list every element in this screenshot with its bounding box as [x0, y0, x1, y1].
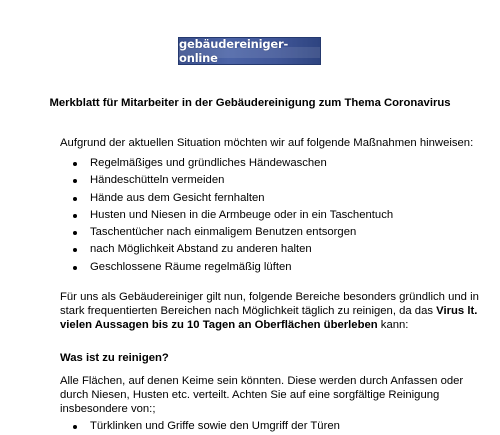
list-item: nach Möglichkeit Abstand zu anderen halten — [72, 241, 393, 258]
logo — [178, 37, 321, 65]
list-item: Geschlossene Räume regelmäßig lüften — [72, 259, 393, 276]
clean-items-list — [72, 418, 340, 435]
measures-list — [72, 155, 393, 276]
paragraph-line: Für uns als Gebäudereiniger gilt nun, folgende Bereiche besonders gründlich und in — [60, 291, 479, 303]
list-item: Händeschütteln vermeiden — [72, 172, 393, 189]
paragraph-bold-text: Virus lt. — [436, 305, 478, 317]
paragraph-line: insbesondere von:; — [60, 403, 156, 415]
list-item: Regelmäßiges und gründliches Händewaschen — [72, 155, 393, 172]
paragraph-line: Alle Flächen, auf denen Keime sein könnten. Diese werden durch Anfassen oder — [60, 375, 464, 387]
what-to-clean-paragraph — [60, 374, 463, 416]
list-item: Husten und Niesen in die Armbeuge oder in ein Taschentuch — [72, 207, 393, 224]
list-item: Hände aus dem Gesicht fernhalten — [72, 190, 393, 207]
paragraph-bold-text: vielen Aussagen bis zu 10 Tagen an Oberflächen überleben — [60, 319, 378, 331]
section-heading: Was ist zu reinigen? — [60, 352, 169, 364]
paragraph-line: durch Niesen, Husten etc. verteilt. Achten Sie auf eine sorgfältige Reinigung — [60, 389, 440, 401]
list-item: Taschentücher nach einmaligem Benutzen entsorgen — [72, 224, 393, 241]
list-item: Türklinken und Griffe sowie den Umgriff der Türen — [72, 418, 340, 435]
logo-text: gebäudereiniger-online — [179, 37, 289, 65]
paragraph-text: stark frequentierten Bereichen nach Möglichkeit täglich zu reinigen, da das — [60, 305, 437, 317]
document-title: Merkblatt für Mitarbeiter in der Gebäudereinigung zum Thema Coronavirus — [49, 97, 451, 109]
intro-paragraph: Aufgrund der aktuellen Situation möchten wir auf folgende Maßnahmen hinweisen: — [60, 137, 474, 149]
paragraph-text: kann: — [377, 319, 409, 331]
paragraph-line — [60, 304, 479, 318]
cleaning-areas-paragraph — [60, 290, 479, 332]
paragraph-line — [60, 318, 479, 332]
